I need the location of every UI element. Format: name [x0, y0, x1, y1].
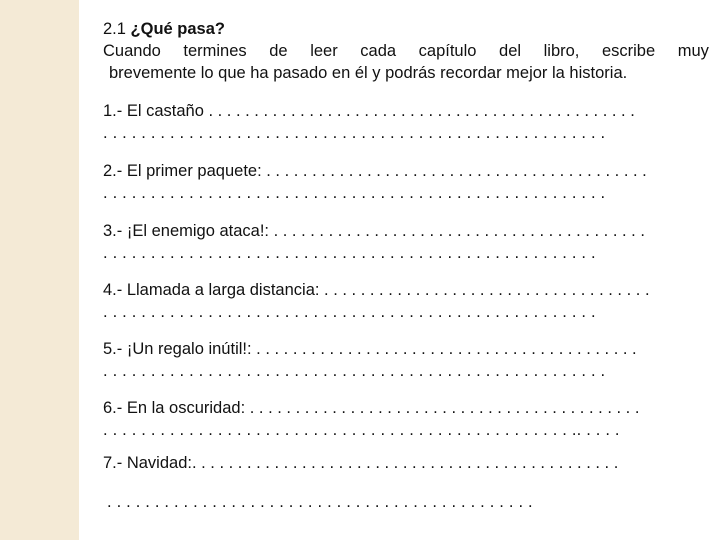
question-3 [103, 220, 709, 264]
question-6-prompt: 6.- En la oscuridad: . . . . . . . . . . . . . . . . . . . . . . . . . . . . . . . . . . . . . . . . . . . [103, 399, 640, 417]
instructions-word: leer [310, 42, 338, 60]
instructions-word: escribe [601, 42, 656, 60]
instructions-line-1 [103, 40, 709, 62]
question-3-answer-line[interactable]: . . . . . . . . . . . . . . . . . . . . . . . . . . . . . . . . . . . . . . . . . . . . . . . . . . . . [103, 244, 596, 262]
instructions-word: capítulo [418, 42, 477, 60]
worksheet-content [103, 18, 709, 84]
instructions-word: muy [677, 42, 709, 60]
question-1-prompt: 1.- El castaño . . . . . . . . . . . . . . . . . . . . . . . . . . . . . . . . . . . . . . . . . . . . . . . [103, 102, 635, 120]
section-number: 2.1 [103, 20, 126, 38]
question-2-prompt: 2.- El primer paquete: . . . . . . . . . . . . . . . . . . . . . . . . . . . . . . . . . . . . . . . . . . [103, 162, 647, 180]
question-4-answer-line[interactable]: . . . . . . . . . . . . . . . . . . . . . . . . . . . . . . . . . . . . . . . . . . . . . . . . . . . . [103, 303, 596, 321]
question-7-prompt: 7.- Navidad:. . . . . . . . . . . . . . . . . . . . . . . . . . . . . . . . . . . . . . . . . . . . . . . [103, 454, 619, 472]
section-title: ¿Qué pasa? [130, 20, 225, 38]
question-6-answer-line[interactable]: . . . . . . . . . . . . . . . . . . . . . . . . . . . . . . . . . . . . . . . . . . . . . . . . . .. . . . . [103, 421, 620, 439]
instructions-word: del [499, 42, 522, 60]
question-7 [103, 452, 709, 513]
question-1 [103, 100, 709, 144]
question-2 [103, 160, 709, 204]
instructions-line-2: brevemente lo que ha pasado en él y podrás recordar mejor la historia. [109, 64, 628, 82]
instructions-word: libro, [543, 42, 580, 60]
question-4-prompt: 4.- Llamada a larga distancia: . . . . . . . . . . . . . . . . . . . . . . . . . . . . . . . . . . . . [103, 281, 650, 299]
instructions-word: cada [360, 42, 397, 60]
question-5-answer-line[interactable]: . . . . . . . . . . . . . . . . . . . . . . . . . . . . . . . . . . . . . . . . . . . . . . . . . . . . . [103, 362, 606, 380]
question-3-prompt: 3.- ¡El enemigo ataca!: . . . . . . . . . . . . . . . . . . . . . . . . . . . . . . . . . . . . . . . . . [103, 222, 645, 240]
instructions-word: termines [183, 42, 247, 60]
question-6 [103, 397, 709, 441]
question-1-answer-line[interactable]: . . . . . . . . . . . . . . . . . . . . . . . . . . . . . . . . . . . . . . . . . . . . . . . . . . . . . [103, 124, 606, 142]
instructions-word: de [269, 42, 288, 60]
question-4 [103, 279, 709, 323]
section-heading [103, 18, 709, 40]
instructions-word: Cuando [103, 42, 161, 60]
question-5-prompt: 5.- ¡Un regalo inútil!: . . . . . . . . . . . . . . . . . . . . . . . . . . . . . . . . . . . . . . . . . . [103, 340, 637, 358]
side-decorative-band [0, 0, 79, 540]
question-7-answer-line[interactable]: . . . . . . . . . . . . . . . . . . . . . . . . . . . . . . . . . . . . . . . . . . . . . [107, 493, 533, 511]
question-2-answer-line[interactable]: . . . . . . . . . . . . . . . . . . . . . . . . . . . . . . . . . . . . . . . . . . . . . . . . . . . . . [103, 184, 606, 202]
question-5 [103, 338, 709, 382]
